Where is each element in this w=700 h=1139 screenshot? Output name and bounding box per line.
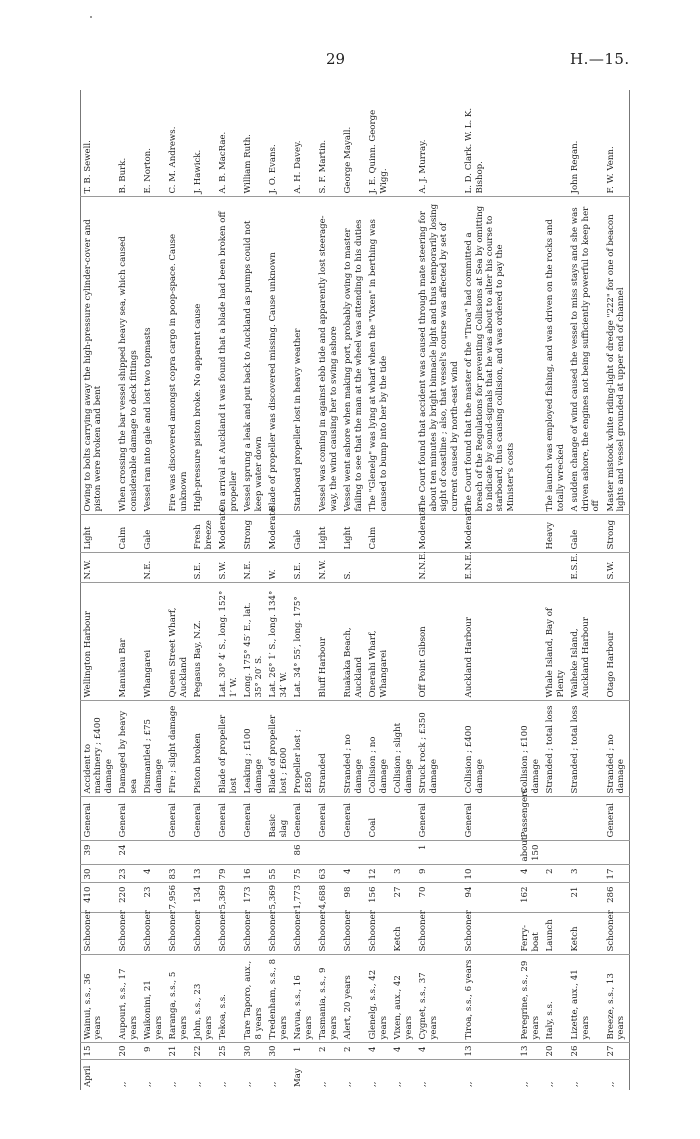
cell-rig: Ketch xyxy=(568,913,603,955)
cell-tons: 4,688 xyxy=(316,883,341,913)
cell-force: Light xyxy=(81,515,117,553)
cell-month: ,, xyxy=(418,1081,429,1087)
cell-tons: 286 xyxy=(604,883,629,913)
cell-cargo: General xyxy=(191,797,216,841)
cell-cause: The Court found that accident was caused through mate steering for about ten minutes by bright binnacle light and thus temporarily losing sight of coastline ; also, that vessel's course was affected by set of current caused by north-east wind xyxy=(416,197,462,515)
cell-rig: Schooner xyxy=(366,913,391,955)
cell-cargo: General xyxy=(81,797,117,841)
cell-day: 4 xyxy=(391,1043,416,1060)
cell-pass: 39 xyxy=(81,841,117,865)
rotated-table xyxy=(80,90,627,1090)
page-reference: H.—15. xyxy=(570,50,630,68)
cell-vessel: Tiroa, s.s., 6 years xyxy=(462,955,518,1043)
cell-wind: S.E. xyxy=(291,553,316,583)
cell-damage: Blade of propeller lost xyxy=(216,701,241,797)
cell-pass xyxy=(366,841,391,865)
cell-tons: 7,956 xyxy=(166,883,191,913)
cell-wind: S.W. xyxy=(604,553,629,583)
cell-force: Moderate xyxy=(462,515,518,553)
cell-pass: 24 xyxy=(116,841,141,865)
cell-tons: 410 xyxy=(81,883,117,913)
cell-tons xyxy=(543,883,568,913)
cell-crew: 10 xyxy=(462,865,518,883)
cell-wind: N.W. xyxy=(81,553,117,583)
cell-vessel: Italy, s.s. xyxy=(543,955,568,1043)
cell-crew: 30 xyxy=(81,865,117,883)
cell-cause: The launch was employed fishing, and was driven on the rocks and totally wrecked xyxy=(543,197,568,515)
cell-vessel: Waikonini, 21 years xyxy=(141,955,166,1043)
speck xyxy=(90,16,92,18)
cell-damage: Collision ; slight damage xyxy=(391,701,416,797)
table-row xyxy=(81,90,117,1090)
cell-day: 4 xyxy=(416,1043,462,1060)
cell-crew: 75 xyxy=(291,865,316,883)
cell-cause: Fire was discovered amongst copra cargo in poop-space. Cause unknown xyxy=(166,197,191,515)
cell-cause: On arrival at Auckland it was found that a blade had been broken off propeller xyxy=(216,197,241,515)
cell-tons: 70 xyxy=(416,883,462,913)
cell-place xyxy=(391,583,416,701)
cell-tons: 5,369 xyxy=(216,883,241,913)
cell-crew: 4 xyxy=(341,865,366,883)
cell-wind xyxy=(116,553,141,583)
cell-wind: N.N.E. xyxy=(416,553,462,583)
cell-vessel: Tredenham, s.s., 8 years xyxy=(266,955,291,1043)
cell-damage: Dismantled ; £75 damage xyxy=(141,701,166,797)
cell-wind: N.W. xyxy=(316,553,341,583)
cell-tons: 94 xyxy=(462,883,518,913)
cell-place: Whale Island, Bay of Plenty xyxy=(543,583,568,701)
cell-day: 27 xyxy=(604,1043,629,1060)
cell-inquiry: J. Hawick. xyxy=(191,90,216,197)
cell-vessel: Navua, s.s., 16 years xyxy=(291,955,316,1043)
cell-force: Strong xyxy=(604,515,629,553)
cell-damage: Collision ; £400 damage xyxy=(462,701,518,797)
cell-inquiry: John Regan. xyxy=(568,90,603,197)
cell-damage: Propeller lost ; £850 xyxy=(291,701,316,797)
cell-day: 20 xyxy=(543,1043,568,1060)
cell-wind xyxy=(518,553,543,583)
cell-month: April xyxy=(83,1065,93,1087)
cell-place: Ruakaka Beach, Auckland xyxy=(341,583,366,701)
cell-crew: 4 xyxy=(518,865,543,883)
cell-vessel: Peregrine, s.s., 29 years xyxy=(518,955,543,1043)
cell-cargo: General xyxy=(416,797,462,841)
cell-pass: 86 xyxy=(291,841,316,865)
table-row xyxy=(291,90,316,1090)
cell-month: ,, xyxy=(520,1081,531,1087)
cell-cargo xyxy=(391,797,416,841)
cell-tons: 156 xyxy=(366,883,391,913)
cell-pass xyxy=(266,841,291,865)
cell-wind: N.E. xyxy=(141,553,166,583)
table-row xyxy=(216,90,241,1090)
cell-inquiry: A. B. MacRae. xyxy=(216,90,241,197)
cell-force xyxy=(518,515,543,553)
cell-month: ,, xyxy=(343,1081,354,1087)
cell-damage: Piston broken xyxy=(191,701,216,797)
cell-cargo: Coal xyxy=(366,797,391,841)
cell-damage: Struck rock ; £350 damage xyxy=(416,701,462,797)
cell-vessel: Breeze, s.s., 13 years xyxy=(604,955,629,1043)
rotated-table-frame xyxy=(80,90,627,1090)
cell-damage: Stranded ; no damage xyxy=(604,701,629,797)
cell-crew: 17 xyxy=(604,865,629,883)
cell-cargo xyxy=(543,797,568,841)
cell-damage: Collision ; £100 damage xyxy=(518,701,543,797)
cell-rig: Schooner xyxy=(116,913,141,955)
cell-damage: Collision ; no damage xyxy=(366,701,391,797)
cell-day: 30 xyxy=(241,1043,266,1060)
cell-day: 1 xyxy=(291,1043,316,1060)
cell-wind xyxy=(391,553,416,583)
cell-pass xyxy=(604,841,629,865)
cell-crew: 3 xyxy=(391,865,416,883)
cell-vessel: Raranga, s.s., 5 years xyxy=(166,955,191,1043)
cell-crew: 16 xyxy=(241,865,266,883)
cell-place: Auckland Harbour xyxy=(462,583,518,701)
cell-vessel: Aupouri, s.s., 17 years xyxy=(116,955,141,1043)
cell-rig: Schooner xyxy=(81,913,117,955)
cell-day: 2 xyxy=(316,1043,341,1060)
cell-vessel: Tasmania, s.s., 9 years xyxy=(316,955,341,1043)
cell-force: Heavy xyxy=(543,515,568,553)
cell-month: ,, xyxy=(545,1081,556,1087)
cell-inquiry: J. E. Quinn. George Wigg. xyxy=(366,90,391,197)
cell-wind: E.N.E. xyxy=(462,553,518,583)
cell-place: Lat. 34° 55′, long. 175° xyxy=(291,583,316,701)
cell-cargo: General xyxy=(216,797,241,841)
cell-damage: Fire ; slight damage xyxy=(166,701,191,797)
cell-crew: 4 xyxy=(141,865,166,883)
cell-rig: Schooner xyxy=(241,913,266,955)
cell-cause: The Court found that the master of the "Tiroa" had committed a breach of the Regulations for preventing Collisions at Sea by omitting to indicate by sound-signals that he was about to alter his course to starboard, thus causing collision, and was ordered to pay the Minister's costs xyxy=(462,197,518,515)
cell-pass xyxy=(191,841,216,865)
cell-crew: 12 xyxy=(366,865,391,883)
cell-vessel: Cygnet, s.s., 37 years xyxy=(416,955,462,1043)
cell-force: Moderate xyxy=(266,515,291,553)
cell-cargo: General xyxy=(291,797,316,841)
cell-rig: Ketch xyxy=(391,913,416,955)
casualty-table xyxy=(80,90,630,1090)
cell-cargo: General xyxy=(166,797,191,841)
table-row xyxy=(518,90,543,1090)
cell-month: ,, xyxy=(243,1081,254,1087)
cell-pass: about 150 xyxy=(518,841,543,865)
cell-wind: E.S.E. xyxy=(568,553,603,583)
cell-cause: Master mistook white riding-light of dredge "222" for one of beacon lights and vessel grounded at upper end of channel xyxy=(604,197,629,515)
cell-cargo: General xyxy=(241,797,266,841)
cell-rig: Schooner xyxy=(216,913,241,955)
cell-force: Moderate xyxy=(216,515,241,553)
cell-cause: When crossing the bar vessel shipped heavy sea, which caused considerable damage to deck fittings xyxy=(116,197,141,515)
cell-crew: 79 xyxy=(216,865,241,883)
cell-tons: 98 xyxy=(341,883,366,913)
cell-place: Whangarei xyxy=(141,583,166,701)
cell-cargo: General xyxy=(604,797,629,841)
cell-inquiry: S. F. Martin. xyxy=(316,90,341,197)
cell-month: ,, xyxy=(218,1081,229,1087)
cell-cargo: Passengers xyxy=(518,797,543,841)
cell-cause: A sudden change of wind caused the vessel to miss stays and she was driven ashore, the engines not being sufficiently powerful to keep her off xyxy=(568,197,603,515)
cell-day: 15 xyxy=(81,1043,117,1060)
cell-rig: Schooner xyxy=(141,913,166,955)
table-row xyxy=(543,90,568,1090)
cell-pass: 1 xyxy=(416,841,462,865)
cell-force: Calm xyxy=(116,515,141,553)
cell-rig: Schooner xyxy=(191,913,216,955)
cell-damage: Damaged by heavy sea xyxy=(116,701,141,797)
cell-force: Gale xyxy=(568,515,603,553)
cell-place: Manukau Bar xyxy=(116,583,141,701)
cell-rig: Schooner xyxy=(604,913,629,955)
cell-wind: S.E. xyxy=(191,553,216,583)
cell-month: ,, xyxy=(368,1081,379,1087)
cell-force: Fresh breeze xyxy=(191,515,216,553)
cell-damage: Stranded ; no damage xyxy=(341,701,366,797)
cell-day: 22 xyxy=(191,1043,216,1060)
page-number: 29 xyxy=(326,50,346,68)
cell-day: 13 xyxy=(462,1043,518,1060)
cell-place: Off Point Gibson xyxy=(416,583,462,701)
cell-crew: 2 xyxy=(543,865,568,883)
cell-vessel: John, s.s., 23 years xyxy=(191,955,216,1043)
cell-cargo: General xyxy=(316,797,341,841)
cell-inquiry: C. M. Andrews. xyxy=(166,90,191,197)
cell-pass xyxy=(241,841,266,865)
cell-month: ,, xyxy=(193,1081,204,1087)
cell-cargo: General xyxy=(462,797,518,841)
cell-day: 21 xyxy=(166,1043,191,1060)
cell-pass xyxy=(568,841,603,865)
cell-inquiry: A. J. Murray. xyxy=(416,90,462,197)
table-row xyxy=(366,90,391,1090)
cell-day: 4 xyxy=(366,1043,391,1060)
cell-wind xyxy=(166,553,191,583)
cell-inquiry: L. D. Clark. W. L. K. Bishop. xyxy=(462,90,518,197)
cell-damage: Stranded ; total loss xyxy=(568,701,603,797)
table-row xyxy=(166,90,191,1090)
cell-wind: S.W. xyxy=(216,553,241,583)
cell-force xyxy=(166,515,191,553)
cell-crew: 83 xyxy=(166,865,191,883)
cell-damage: Stranded ; total loss xyxy=(543,701,568,797)
cell-month: ,, xyxy=(318,1081,329,1087)
table-row xyxy=(141,90,166,1090)
cell-place: Lat. 30° 4′ S., long. 152° 1′ W. xyxy=(216,583,241,701)
cell-month: ,, xyxy=(118,1081,129,1087)
cell-inquiry: J. O. Evans. xyxy=(266,90,291,197)
cell-crew: 9 xyxy=(416,865,462,883)
cell-tons: 220 xyxy=(116,883,141,913)
cell-inquiry xyxy=(391,90,416,197)
cell-day: 2 xyxy=(341,1043,366,1060)
cell-month: ,, xyxy=(605,1081,616,1087)
cell-vessel: Vixen, aux., 42 years xyxy=(391,955,416,1043)
cell-damage: Stranded xyxy=(316,701,341,797)
cell-cause: High-pressure piston broke. No apparent cause xyxy=(191,197,216,515)
cell-rig: Schooner xyxy=(462,913,518,955)
cell-day: 9 xyxy=(141,1043,166,1060)
cell-cause: Vessel was coming in against ebb tide and apparently lost steerage-way, the wind causing her to swing ashore xyxy=(316,197,341,515)
cell-place: Waiheke Island, Auckland Harbour xyxy=(568,583,603,701)
cell-rig: Schooner xyxy=(341,913,366,955)
cell-wind xyxy=(543,553,568,583)
cell-cargo: General xyxy=(341,797,366,841)
cell-place: Wellington Harbour xyxy=(81,583,117,701)
cell-day: 13 xyxy=(518,1043,543,1060)
cell-force: Gale xyxy=(291,515,316,553)
cell-inquiry: B. Burk. xyxy=(116,90,141,197)
cell-month: May xyxy=(293,1068,304,1087)
cell-day: 20 xyxy=(116,1043,141,1060)
cell-damage: Leaking ; £100 damage xyxy=(241,701,266,797)
table-row xyxy=(391,90,416,1090)
cell-vessel: Glenelg, s.s., 42 years xyxy=(366,955,391,1043)
cell-cause: Vessel ran into gale and lost two topmasts xyxy=(141,197,166,515)
cell-pass xyxy=(543,841,568,865)
cell-cargo: Basic slag xyxy=(266,797,291,841)
cell-tons: 173 xyxy=(241,883,266,913)
cell-force: Strong xyxy=(241,515,266,553)
cell-inquiry: T. B. Sewell. xyxy=(81,90,117,197)
cell-crew: 63 xyxy=(316,865,341,883)
cell-force xyxy=(391,515,416,553)
cell-vessel: Alert, 20 years xyxy=(341,955,366,1043)
cell-place: Onerahi Wharf, Whangarei xyxy=(366,583,391,701)
cell-cargo: General xyxy=(116,797,141,841)
cell-month: ,, xyxy=(464,1081,475,1087)
cell-tons: 23 xyxy=(141,883,166,913)
cell-cause: Vessel sprung a leak and put back to Auckland as pumps could not keep water down xyxy=(241,197,266,515)
cell-place: Bluff Harbour xyxy=(316,583,341,701)
cell-inquiry xyxy=(518,90,543,197)
cell-cause: Starboard propeller lost in heavy weather xyxy=(291,197,316,515)
cell-wind: S. xyxy=(341,553,366,583)
cell-cargo xyxy=(568,797,603,841)
cell-pass xyxy=(141,841,166,865)
cell-damage: Accident to machinery ; £400 damage xyxy=(81,701,117,797)
cell-rig: Schooner xyxy=(166,913,191,955)
cell-place: Queen Street Wharf, Auckland xyxy=(166,583,191,701)
table-row xyxy=(341,90,366,1090)
cell-crew: 55 xyxy=(266,865,291,883)
cell-tons: 5,369 xyxy=(266,883,291,913)
cell-force: Light xyxy=(316,515,341,553)
cell-crew: 23 xyxy=(116,865,141,883)
cell-rig: Launch xyxy=(543,913,568,955)
cell-cause: Vessel went ashore when making port, probably owing to master failing to see that the man at the wheel was attending to his duties xyxy=(341,197,366,515)
cell-pass xyxy=(316,841,341,865)
cell-inquiry: William Ruth. xyxy=(241,90,266,197)
cell-rig: Ferry-boat xyxy=(518,913,543,955)
table-row xyxy=(266,90,291,1090)
cell-vessel: Tare Taporo, aux., 8 years xyxy=(241,955,266,1043)
table-row xyxy=(191,90,216,1090)
cell-tons: 162 xyxy=(518,883,543,913)
cell-cause: Blade of propeller was discovered missing. Cause unknown xyxy=(266,197,291,515)
cell-place xyxy=(518,583,543,701)
cell-rig: Schooner xyxy=(416,913,462,955)
cell-rig: Schooner xyxy=(316,913,341,955)
cell-inquiry: F. W. Venn. xyxy=(604,90,629,197)
cell-damage: Blade of propeller lost ; £600 xyxy=(266,701,291,797)
cell-tons: 27 xyxy=(391,883,416,913)
cell-inquiry: A. H. Davey. xyxy=(291,90,316,197)
table-row xyxy=(416,90,462,1090)
cell-crew: 3 xyxy=(568,865,603,883)
cell-month: ,, xyxy=(393,1081,404,1087)
cell-tons: 21 xyxy=(568,883,603,913)
cell-inquiry: E. Norton. xyxy=(141,90,166,197)
cell-month: ,, xyxy=(168,1081,179,1087)
cell-month: ,, xyxy=(268,1081,279,1087)
cell-pass xyxy=(166,841,191,865)
cell-wind: W. xyxy=(266,553,291,583)
cell-cause: The "Glenelg" was lying at wharf when the "Vixen" in berthing was caused to bump into her by the tide xyxy=(366,197,391,515)
cell-rig: Schooner xyxy=(266,913,291,955)
cell-place: Lat. 26° 1′ S., long. 134° 34′ W. xyxy=(266,583,291,701)
cell-force: Calm xyxy=(366,515,391,553)
cell-cargo xyxy=(141,797,166,841)
cell-tons: 1,773 xyxy=(291,883,316,913)
cell-cause xyxy=(518,197,543,515)
cell-pass xyxy=(341,841,366,865)
cell-day: 26 xyxy=(568,1043,603,1060)
table-row xyxy=(241,90,266,1090)
cell-wind xyxy=(366,553,391,583)
table-row xyxy=(462,90,518,1090)
cell-month: ,, xyxy=(570,1081,581,1087)
cell-place: Pegasus Bay, N.Z. xyxy=(191,583,216,701)
cell-month: ,, xyxy=(143,1081,154,1087)
cell-pass xyxy=(216,841,241,865)
cell-vessel: Tekoa, s.s. xyxy=(216,955,241,1043)
table-row xyxy=(568,90,603,1090)
cell-place: Otago Harbour xyxy=(604,583,629,701)
cell-rig: Schooner xyxy=(291,913,316,955)
cell-pass xyxy=(391,841,416,865)
cell-cause xyxy=(391,197,416,515)
cell-vessel: Wainui, s.s., 36 years xyxy=(81,955,117,1043)
cell-pass xyxy=(462,841,518,865)
cell-crew: 13 xyxy=(191,865,216,883)
cell-force: Moderate xyxy=(416,515,462,553)
cell-cause: Owing to bolts carrying away the high-pressure cylinder-cover and piston were broken and bent xyxy=(81,197,117,515)
cell-day: 30 xyxy=(266,1043,291,1060)
table-row xyxy=(116,90,141,1090)
table-row xyxy=(316,90,341,1090)
cell-place: Long. 175° 45′ E., lat. 35° 20′ S. xyxy=(241,583,266,701)
cell-inquiry xyxy=(543,90,568,197)
cell-tons: 134 xyxy=(191,883,216,913)
cell-day: 25 xyxy=(216,1043,241,1060)
cell-vessel: Lizette, aux., 41 years xyxy=(568,955,603,1043)
cell-force: Light xyxy=(341,515,366,553)
cell-force: Gale xyxy=(141,515,166,553)
cell-wind: N.E. xyxy=(241,553,266,583)
table-row xyxy=(604,90,629,1090)
cell-inquiry: George Mayall. xyxy=(341,90,366,197)
